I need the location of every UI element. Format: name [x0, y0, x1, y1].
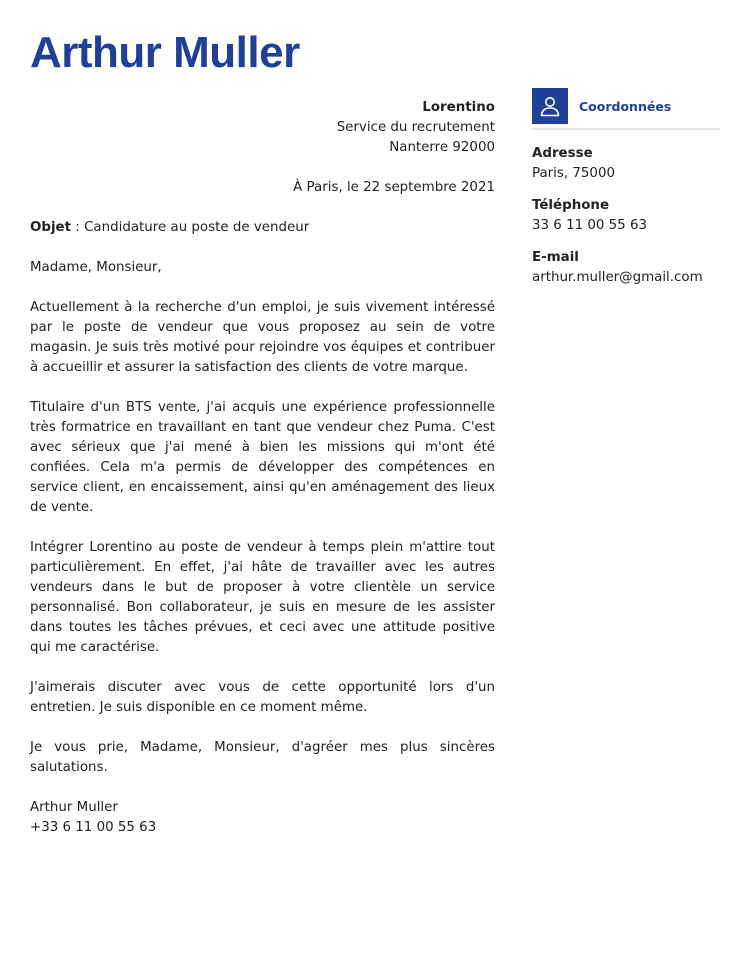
person-icon: [532, 88, 568, 124]
signature-name: Arthur Muller: [30, 800, 118, 815]
applicant-name: Arthur Muller: [30, 28, 300, 77]
letter-salutation: Madame, Monsieur,: [30, 260, 162, 275]
letter-subject: [30, 218, 495, 238]
paragraph-5: Je vous prie, Madame, Monsieur, d'agréer mes plus sincères salutations.: [30, 740, 495, 775]
recipient-block: [30, 98, 495, 158]
paragraph-4: J'aimerais discuter avec vous de cette opportunité lors d'un entretien. Je suis disponible en ce moment même.: [30, 680, 495, 715]
letter-body: [30, 98, 495, 838]
email-value: arthur.muller@gmail.com: [532, 270, 703, 285]
paragraph-3: Intégrer Lorentino au poste de vendeur à temps plein m'attire tout particulièrement. En effet, j'ai hâte de travailler avec les autres vendeurs dans le but de proposer à votre clientèle un service personnalisé. Bon collaborateur, je suis en mesure de les assister dans toutes les tâches prévues, et ceci avec une attitude positive qui me caractérise.: [30, 540, 495, 655]
address-value: Paris, 75000: [532, 166, 615, 181]
phone-value: 33 6 11 00 55 63: [532, 218, 647, 233]
recipient-department: Service du recrutement: [336, 120, 495, 135]
paragraph-1: Actuellement à la recherche d'un emploi, je suis vivement intéressé par le poste de vendeur que vous proposez au sein de votre magasin. Je suis très motivé pour rejoindre vos équipes et contribuer à accueillir et assurer la satisfaction des clients de votre marque.: [30, 300, 495, 375]
subject-text: : Candidature au poste de vendeur: [71, 220, 310, 235]
signature-block: [30, 798, 495, 838]
recipient-city: Nanterre 92000: [389, 140, 495, 155]
contact-title: Coordonnées: [579, 98, 672, 114]
phone-label: Téléphone: [532, 198, 610, 213]
address-label: Adresse: [532, 146, 593, 161]
contact-sidebar: [532, 88, 720, 288]
recipient-company: Lorentino: [422, 100, 495, 115]
paragraph-2: Titulaire d'un BTS vente, j'ai acquis une expérience professionnelle très formatrice en travaillant en tant que vendeur chez Puma. C'est avec sérieux que j'ai mené à bien les missions qui m'ont été confiées. Cela m'a permis de développer des compétences en service client, en encaissement, ainsi qu'en aménagement des lieux de vente.: [30, 400, 495, 515]
letter-date: À Paris, le 22 septembre 2021: [293, 180, 495, 195]
subject-label: Objet: [30, 220, 72, 235]
signature-phone: +33 6 11 00 55 63: [30, 820, 157, 835]
contact-header: [532, 88, 720, 130]
email-label: E-mail: [532, 250, 579, 265]
